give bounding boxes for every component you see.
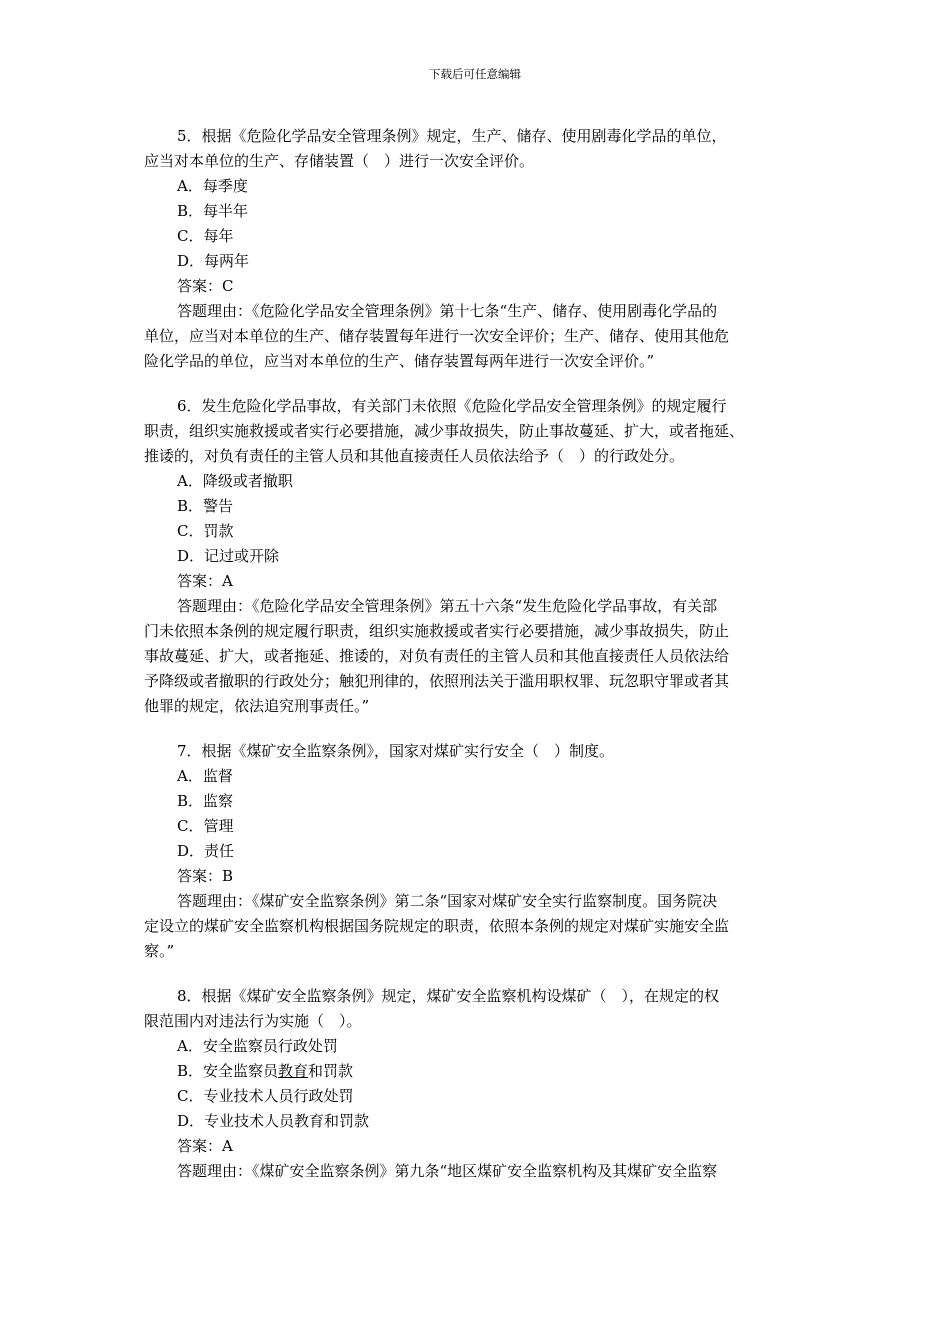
question-stem: 限范围内对违法行为实施（ ）。 [144, 1012, 362, 1030]
question-stem: 7．根据《煤矿安全监察条例》，国家对煤矿实行安全（ ）制度。 [177, 742, 615, 760]
option-a: A．每季度 [177, 177, 248, 195]
answer-reason: 察。” [144, 942, 175, 960]
option-b-suffix: 和罚款 [308, 1062, 354, 1080]
answer-reason: 门未依照本条例的规定履行职责，组织实施救援或者实行必要措施，减少事故损失，防止 [144, 622, 730, 640]
option-b: B．警告 [177, 497, 234, 515]
answer: 答案：A [177, 1137, 233, 1155]
option-a: A．安全监察员行政处罚 [177, 1037, 338, 1055]
answer-reason: 答题理由：《煤矿安全监察条例》第二条“国家对煤矿安全实行监察制度。国务院决 [177, 892, 718, 910]
answer-reason: 定设立的煤矿安全监察机构根据国务院规定的职责，依照本条例的规定对煤矿实施安全监 [144, 917, 730, 935]
option-b-prefix: B．安全监察员 [177, 1062, 279, 1080]
answer: 答案：C [177, 277, 234, 295]
option-c: C．罚款 [177, 522, 234, 540]
answer-reason: 他罪的规定，依法追究刑事责任。” [144, 697, 370, 715]
question-stem: 6．发生危险化学品事故，有关部门未依照《危险化学品安全管理条例》的规定履行 [177, 397, 727, 415]
question-stem: 职责，组织实施救援或者实行必要措施，减少事故损失，防止事故蔓延、扩大，或者拖延、 [144, 422, 745, 440]
answer-reason: 事故蔓延、扩大，或者拖延、推诿的，对负有责任的主管人员和其他直接责任人员依法给 [144, 647, 730, 665]
document-body [144, 124, 812, 1184]
question-stem: 5．根据《危险化学品安全管理条例》规定，生产、储存、使用剧毒化学品的单位， [177, 127, 727, 145]
question-stem: 应当对本单位的生产、存储装置（ ）进行一次安全评价。 [144, 152, 535, 170]
option-b: B．监察 [177, 792, 234, 810]
underlined-word: 教育 [278, 1062, 309, 1080]
option-b [144, 1059, 812, 1084]
page-header: 下载后可任意编辑 [429, 67, 521, 81]
answer-reason: 答题理由：《危险化学品安全管理条例》第五十六条“发生危险化学品事故，有关部 [177, 597, 718, 615]
answer-reason: 险化学品的单位，应当对本单位的生产、储存装置每两年进行一次安全评价。” [144, 352, 655, 370]
question-stem: 8．根据《煤矿安全监察条例》规定，煤矿安全监察机构设煤矿（ ），在规定的权 [177, 987, 720, 1005]
question-6 [144, 394, 812, 719]
answer-reason: 答题理由：《煤矿安全监察条例》第九条“地区煤矿安全监察机构及其煤矿安全监察 [177, 1162, 718, 1180]
answer-reason: 予降级或者撤职的行政处分；触犯刑律的，依照刑法关于滥用职权罪、玩忽职守罪或者其 [144, 672, 730, 690]
answer-reason: 单位，应当对本单位的生产、储存装置每年进行一次安全评价；生产、储存、使用其他危 [144, 327, 730, 345]
option-c: C．专业技术人员行政处罚 [177, 1087, 354, 1105]
question-stem: 推诿的，对负有责任的主管人员和其他直接责任人员依法给予（ ）的行政处分。 [144, 447, 685, 465]
question-5 [144, 124, 812, 374]
option-c: C．管理 [177, 817, 234, 835]
option-a: A．监督 [177, 767, 233, 785]
option-d: D．责任 [177, 842, 235, 860]
option-b: B．每半年 [177, 202, 249, 220]
option-a: A．降级或者撤职 [177, 472, 293, 490]
option-d: D．记过或开除 [177, 547, 280, 565]
option-c: C．每年 [177, 227, 234, 245]
option-d: D．每两年 [177, 252, 250, 270]
question-7 [144, 739, 812, 964]
option-d: D．专业技术人员教育和罚款 [177, 1112, 370, 1130]
answer-reason: 答题理由：《危险化学品安全管理条例》第十七条“生产、储存、使用剧毒化学品的 [177, 302, 718, 320]
answer: 答案：A [177, 572, 233, 590]
answer: 答案：B [177, 867, 234, 885]
question-8 [144, 984, 812, 1184]
